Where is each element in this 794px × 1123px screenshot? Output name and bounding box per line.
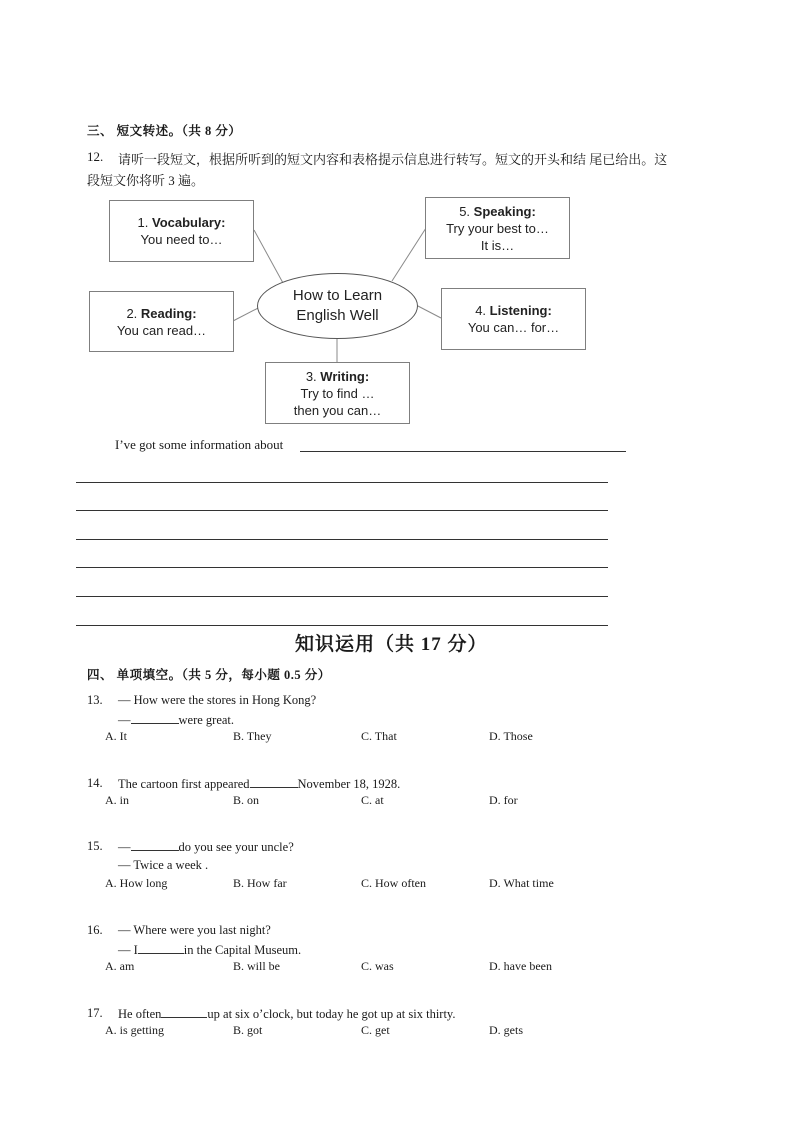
writing-line[interactable] [76,596,608,597]
question-text: The cartoon first appeared [118,777,250,791]
answer-blank[interactable] [138,942,184,954]
option-b[interactable]: B. got [233,1023,263,1037]
box-speaking-number: 5. [459,203,474,219]
question-number: 13. [87,693,103,707]
option-a[interactable]: A. am [105,959,135,973]
section-3-heading: 三、 短文转述。（共 8 分） [87,124,242,138]
question-12-instruction-line1: 请听一段短文，根据所听到的短文内容和表格提示信息进行转写。短文的开头和结 尾已给出。这 [118,152,668,167]
part-title: 知识运用（共 17 分） [295,634,488,655]
box-vocabulary-hint: You need to… [140,232,223,247]
mind-map-center-topic [257,273,418,339]
option-a[interactable]: A. How long [105,876,168,890]
option-d[interactable]: D. for [489,793,518,807]
mind-map-box-speaking [425,197,570,259]
answer-blank[interactable] [250,776,298,788]
mind-map-box-vocabulary [109,200,254,262]
box-reading-title: Reading: [140,305,197,321]
box-reading-hint: You can read… [116,322,207,338]
box-reading-number: 2. [126,305,141,321]
writing-line[interactable] [76,625,608,626]
option-a[interactable]: A. It [105,729,127,743]
option-b[interactable]: B. on [233,793,260,807]
option-b[interactable]: B. How far [233,876,287,890]
mind-map-box-writing [265,362,410,424]
writing-line[interactable] [76,510,608,511]
box-speaking-hint-1: Try your best to… [446,220,549,236]
question-line [118,942,301,958]
box-writing-number: 3. [305,368,321,384]
question-text: — I [118,943,138,957]
question-number: 14. [87,776,103,790]
option-c[interactable]: C. was [361,959,394,973]
question-text: November 18, 1928. [297,777,401,791]
section-4-heading: 四、 单项填空。（共 5 分，每小题 0.5 分） [87,668,331,682]
question-line: — Where were you last night? [118,923,271,937]
option-d[interactable]: D. have been [489,959,552,973]
question-line [118,1006,456,1022]
box-writing-hint-2: then you can… [293,402,382,418]
question-12-number: 12. [87,149,104,164]
mind-map-box-reading [89,291,234,352]
writing-line[interactable] [76,539,608,540]
question-text: do you see your uncle? [178,840,294,854]
box-listening-title: Listening: [489,303,552,318]
option-b[interactable]: B. They [233,729,272,743]
option-d[interactable]: D. Those [489,729,533,743]
option-d[interactable]: D. What time [489,876,554,890]
question-line: — How were the stores in Hong Kong? [118,693,317,707]
question-text: — [118,713,131,727]
option-b[interactable]: B. will be [233,959,280,973]
option-d[interactable]: D. gets [489,1023,523,1037]
box-vocabulary-title: Vocabulary: [152,215,226,230]
question-line [118,776,400,792]
option-c[interactable]: C. How often [361,876,426,890]
option-c[interactable]: C. That [361,729,397,743]
box-writing-hint-1: Try to find … [300,385,375,401]
question-text: He often [118,1007,162,1021]
mind-map-box-listening [441,288,586,350]
option-a[interactable]: A. is getting [105,1023,164,1037]
question-text: in the Capital Museum. [183,943,302,957]
center-topic-line2: English Well [296,307,379,324]
question-line: — Twice a week . [118,858,209,872]
option-c[interactable]: C. at [361,793,384,807]
box-speaking-hint-2: It is… [480,237,515,253]
writing-line[interactable] [76,567,608,568]
question-line [118,712,234,728]
center-topic-line1: How to Learn [292,287,383,304]
intro-sentence-text: I’ve got some information about [115,437,284,452]
box-vocabulary-number: 1. [137,215,152,230]
answer-blank[interactable] [131,712,179,724]
option-a[interactable]: A. in [105,793,129,807]
box-listening-hint: You can… for… [467,320,560,335]
box-listening-number: 4. [475,303,490,318]
question-text: up at six o’clock, but today he got up at six thirty. [207,1007,456,1021]
option-c[interactable]: C. get [361,1023,390,1037]
intro-answer-blank[interactable] [300,451,626,452]
writing-intro-sentence [115,437,283,453]
question-number: 17. [87,1006,103,1020]
question-number: 15. [87,839,103,853]
answer-blank[interactable] [131,839,179,851]
question-number: 16. [87,923,103,937]
writing-line[interactable] [76,482,608,483]
question-text: were great. [178,713,235,727]
question-text: — [118,840,131,854]
answer-blank[interactable] [161,1006,207,1018]
question-line [118,839,294,855]
box-speaking-title: Speaking: [473,203,536,219]
box-writing-title: Writing: [320,368,370,384]
question-12-instruction-line2: 段短文你将听 3 遍。 [87,173,205,188]
